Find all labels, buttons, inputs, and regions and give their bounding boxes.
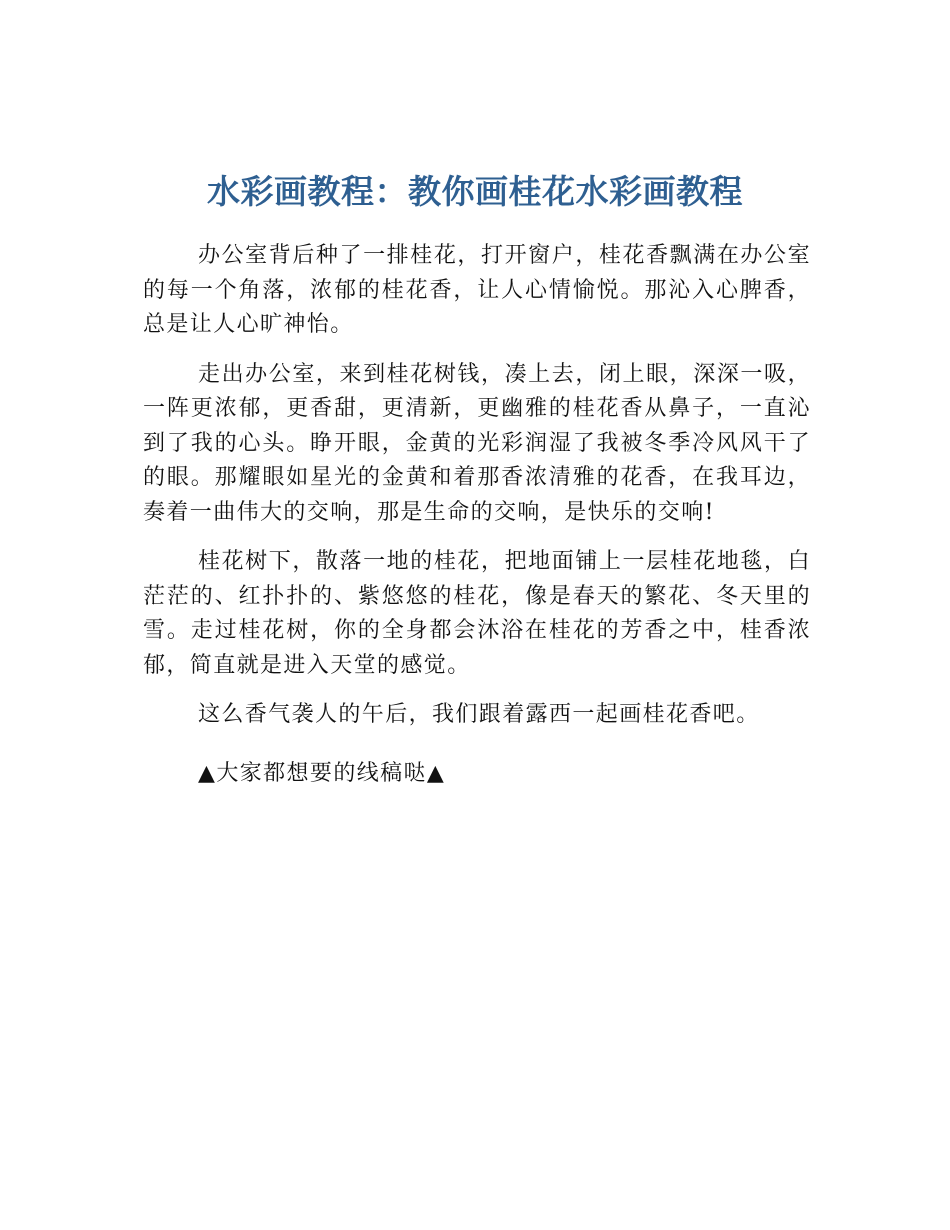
- paragraph-2: 走出办公室，来到桂花树钱，凑上去，闭上眼，深深一吸，一阵更浓郁，更香甜，更清新，更幽雅的桂花香从鼻子，一直沁到了我的心头。睁开眼，金黄的光彩润湿了我被冬季冷风风干了的眼。那耀眼如星光的金黄和着那香浓清雅的花香，在我耳边，奏着一曲伟大的交响，那是生命的交响，是快乐的交响!: [143, 361, 811, 525]
- paragraph-4: 这么香气袭人的午后，我们跟着露西一起画桂花香吧。: [198, 702, 760, 727]
- paragraph-1: 办公室背后种了一排桂花，打开窗户，桂花香飘满在办公室的每一个角落，浓郁的桂花香，让人心情愉悦。那沁入心脾香，总是让人心旷神怡。: [143, 243, 811, 337]
- image-caption: ▲大家都想要的线稿哒▲: [198, 761, 446, 786]
- article-body: [143, 239, 811, 748]
- document-title: 水彩画教程：教你画桂花水彩画教程: [207, 172, 743, 212]
- paragraph-3: 桂花树下，散落一地的桂花，把地面铺上一层桂花地毯，白茫茫的、红扑扑的、紫悠悠的桂花，像是春天的繁花、冬天里的雪。走过桂花树，你的全身都会沐浴在桂花的芳香之中，桂香浓郁，简直就是进入天堂的感觉。: [143, 549, 811, 678]
